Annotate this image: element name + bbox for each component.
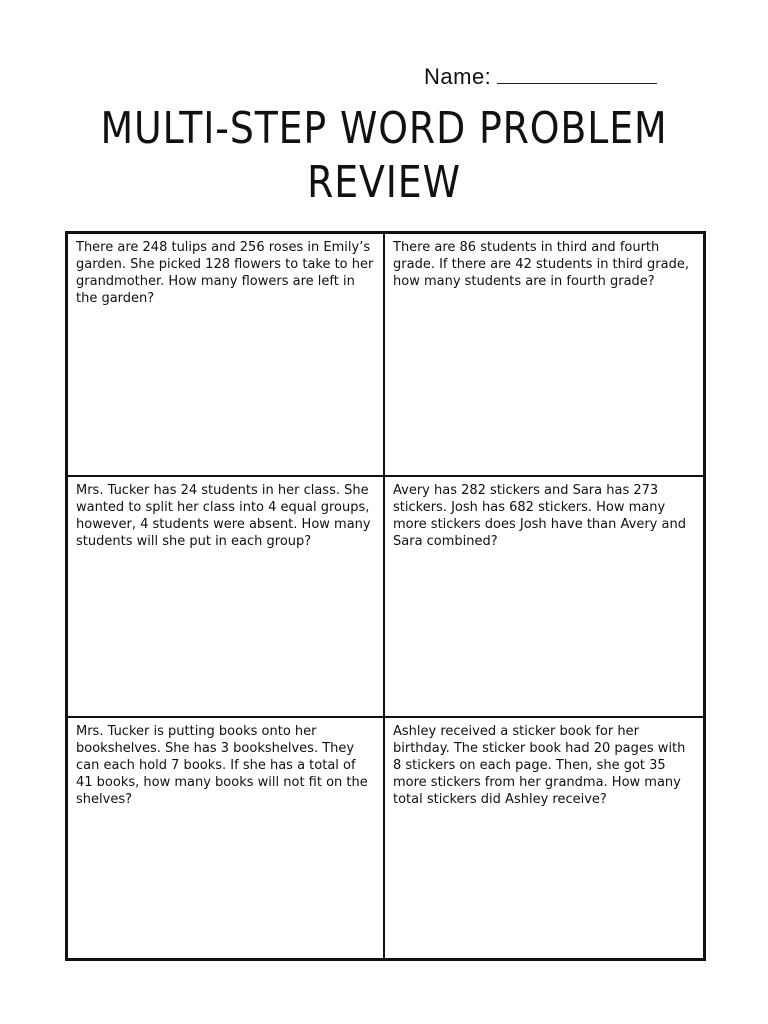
problem-text: Mrs. Tucker has 24 students in her class. She wanted to split her class into 4 equal groups, however, 4 students were absent. How many students will she put in each group?	[76, 483, 371, 549]
worksheet-title: MULTI-STEP WORD PROBLEM REVIEW	[100, 103, 668, 208]
name-label: Name:	[424, 64, 492, 89]
problem-text: Mrs. Tucker is putting books onto her bookshelves. She has 3 bookshelves. They can each hold 7 books. If she has a total of 41 books, how many books will not fit on the shelves?	[76, 724, 368, 807]
problem-cell-5[interactable]	[68, 716, 385, 958]
problem-cell-3[interactable]	[68, 475, 385, 716]
problem-text: Ashley received a sticker book for her birthday. The sticker book had 20 pages with 8 stickers on each page. Then, she got 35 more stickers from her grandma. How many total stickers did Ashley receive?	[393, 724, 686, 807]
problem-cell-1[interactable]	[68, 234, 385, 475]
problem-grid	[65, 231, 706, 961]
problem-cell-6[interactable]	[385, 716, 703, 958]
problem-text: Avery has 282 stickers and Sara has 273 stickers. Josh has 682 stickers. How many more stickers does Josh have than Avery and Sara combined?	[393, 483, 686, 549]
problem-cell-2[interactable]	[385, 234, 703, 475]
name-field[interactable]	[424, 64, 657, 90]
problem-text: There are 248 tulips and 256 roses in Emily’s garden. She picked 128 flowers to take to her grandmother. How many flowers are left in the garden?	[76, 240, 374, 306]
problem-cell-4[interactable]	[385, 475, 703, 716]
problem-text: There are 86 students in third and fourth grade. If there are 42 students in third grade, how many students are in fourth grade?	[393, 240, 689, 289]
name-blank-line[interactable]	[497, 65, 657, 84]
